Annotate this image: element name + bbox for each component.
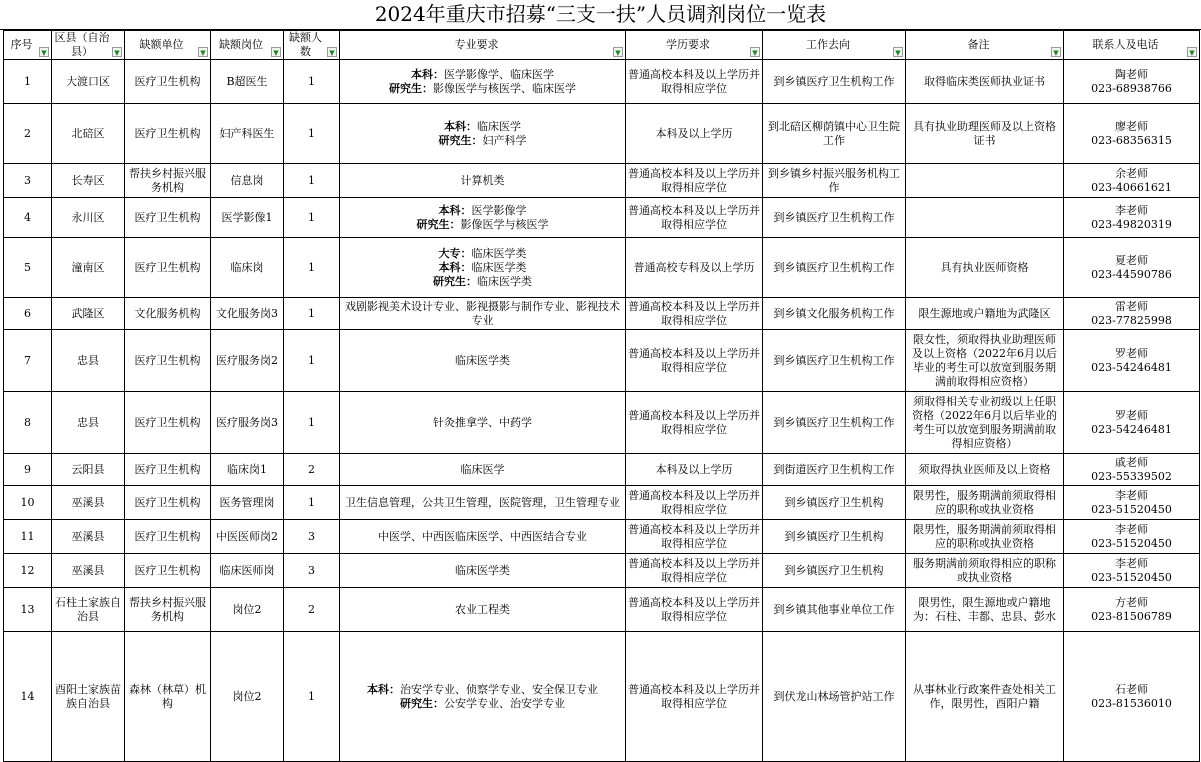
cell-no[interactable]: 8 — [4, 392, 52, 454]
cell-major[interactable] — [340, 238, 626, 298]
cell-county[interactable]: 忠县 — [52, 392, 125, 454]
cell-county[interactable]: 巫溪县 — [52, 486, 125, 520]
table-row — [4, 164, 1200, 198]
contact-name: 廖老师 — [1115, 119, 1148, 133]
contact-name: 李老师 — [1115, 203, 1148, 217]
cell-destination[interactable]: 到乡镇医疗卫生机构工作 — [763, 392, 906, 454]
cell-education[interactable]: 普通高校本科及以上学历并取得相应学位 — [626, 588, 763, 632]
cell-county[interactable]: 潼南区 — [52, 238, 125, 298]
cell-no[interactable]: 11 — [4, 520, 52, 554]
cell-post[interactable]: 临床岗1 — [211, 454, 284, 486]
cell-unit[interactable]: 帮扶乡村振兴服务机构 — [125, 164, 211, 198]
major-degree-label: 研究生： — [389, 81, 433, 95]
cell-remark[interactable] — [906, 198, 1064, 238]
cell-education[interactable]: 普通高校专科及以上学历 — [626, 238, 763, 298]
major-text: 针灸推拿学、中药学 — [433, 415, 532, 429]
cell-remark[interactable]: 限生源地或户籍地为武隆区 — [906, 298, 1064, 330]
cell-count[interactable]: 1 — [284, 330, 340, 392]
cell-unit[interactable]: 医疗卫生机构 — [125, 238, 211, 298]
cell-count[interactable]: 2 — [284, 454, 340, 486]
cell-major[interactable] — [340, 198, 626, 238]
major-line — [342, 174, 623, 188]
filter-dropdown-icon[interactable] — [112, 47, 122, 57]
filter-dropdown-icon[interactable] — [893, 47, 903, 57]
cell-education[interactable]: 普通高校本科及以上学历并取得相应学位 — [626, 198, 763, 238]
filter-dropdown-icon[interactable] — [1187, 47, 1197, 57]
major-text: 医学影像学、临床医学 — [444, 67, 554, 81]
sheet-title: 2024年重庆市招募“三支一扶”人员调剂岗位一览表 — [0, 0, 1201, 30]
cell-county[interactable]: 武隆区 — [52, 298, 125, 330]
major-text: 临床医学类 — [471, 260, 527, 274]
cell-contact[interactable] — [1064, 454, 1200, 486]
contact-phone: 023-77825998 — [1091, 313, 1172, 327]
contact-name: 雷老师 — [1115, 299, 1148, 313]
cell-contact[interactable] — [1064, 588, 1200, 632]
major-text: 公安学专业、治安学专业 — [444, 696, 565, 710]
contact-name: 石老师 — [1115, 682, 1148, 696]
cell-post[interactable]: 中医医师岗2 — [211, 520, 284, 554]
cell-post[interactable]: 岗位2 — [211, 588, 284, 632]
cell-major[interactable] — [340, 104, 626, 164]
cell-contact[interactable] — [1064, 60, 1200, 104]
cell-remark[interactable]: 服务期满前须取得相应的职称或执业资格 — [906, 554, 1064, 588]
contact-name: 夏老师 — [1115, 253, 1148, 267]
cell-count[interactable]: 2 — [284, 588, 340, 632]
cell-no[interactable]: 5 — [4, 238, 52, 298]
cell-unit[interactable]: 医疗卫生机构 — [125, 554, 211, 588]
cell-destination[interactable]: 到乡镇医疗卫生机构工作 — [763, 330, 906, 392]
major-line — [342, 275, 623, 289]
cell-remark[interactable] — [906, 164, 1064, 198]
major-degree-label: 本科： — [367, 682, 400, 696]
major-text: 临床医学类 — [455, 563, 510, 577]
cell-unit[interactable]: 医疗卫生机构 — [125, 454, 211, 486]
table-row — [4, 486, 1200, 520]
contact-phone: 023-68356315 — [1091, 133, 1172, 147]
header-cell-destination: 工作去向 ▼ — [763, 31, 906, 60]
cell-destination[interactable]: 到乡镇乡村振兴服务机构工作 — [763, 164, 906, 198]
cell-county[interactable]: 忠县 — [52, 330, 125, 392]
cell-unit[interactable]: 医疗卫生机构 — [125, 198, 211, 238]
cell-post[interactable]: B超医生 — [211, 60, 284, 104]
table-row — [4, 632, 1200, 762]
contact-phone: 023-81506789 — [1091, 609, 1172, 623]
major-text: 影像医学与核医学、临床医学 — [433, 81, 576, 95]
cell-county[interactable]: 长寿区 — [52, 164, 125, 198]
cell-destination[interactable]: 到乡镇医疗卫生机构 — [763, 520, 906, 554]
cell-education[interactable]: 普通高校本科及以上学历并取得相应学位 — [626, 392, 763, 454]
cell-remark[interactable]: 限男性，限生源地或户籍地为：石柱、丰都、忠县、彭水 — [906, 588, 1064, 632]
cell-county[interactable]: 巫溪县 — [52, 554, 125, 588]
cell-destination[interactable]: 到乡镇医疗卫生机构工作 — [763, 60, 906, 104]
major-line — [342, 82, 623, 96]
major-line — [342, 354, 623, 368]
posts-table — [3, 30, 1200, 762]
major-line — [342, 261, 623, 275]
filter-dropdown-icon[interactable] — [1051, 47, 1061, 57]
major-line — [342, 496, 623, 510]
cell-no[interactable]: 12 — [4, 554, 52, 588]
cell-unit[interactable]: 文化服务机构 — [125, 298, 211, 330]
cell-unit[interactable]: 医疗卫生机构 — [125, 486, 211, 520]
header-cell-county: 区县（自治县） ▼ — [52, 31, 125, 60]
table-row — [4, 60, 1200, 104]
cell-unit[interactable]: 森林（林草）机构 — [125, 632, 211, 762]
filter-dropdown-icon[interactable] — [39, 47, 49, 57]
header-cell-remark: 备注 ▼ — [906, 31, 1064, 60]
cell-destination[interactable]: 到街道医疗卫生机构工作 — [763, 454, 906, 486]
major-line — [342, 300, 623, 328]
table-row — [4, 330, 1200, 392]
cell-county[interactable]: 巫溪县 — [52, 520, 125, 554]
table-row — [4, 198, 1200, 238]
major-degree-label: 本科： — [438, 260, 472, 274]
cell-remark[interactable]: 限男性，服务期满前须取得相应的职称或执业资格 — [906, 486, 1064, 520]
cell-no[interactable]: 3 — [4, 164, 52, 198]
cell-contact[interactable] — [1064, 520, 1200, 554]
cell-education[interactable]: 本科及以上学历 — [626, 104, 763, 164]
cell-no[interactable]: 2 — [4, 104, 52, 164]
cell-remark[interactable]: 从事林业行政案件查处相关工作，限男性，酉阳户籍 — [906, 632, 1064, 762]
cell-county[interactable]: 北碚区 — [52, 104, 125, 164]
cell-count[interactable]: 1 — [284, 104, 340, 164]
cell-count[interactable]: 1 — [284, 238, 340, 298]
cell-major[interactable] — [340, 298, 626, 330]
major-line — [342, 463, 623, 477]
filter-dropdown-icon[interactable] — [613, 47, 623, 57]
header-cell-no: 序号 ▼ — [4, 31, 52, 60]
cell-major[interactable] — [340, 520, 626, 554]
contact-name: 方老师 — [1115, 595, 1148, 609]
cell-no[interactable]: 6 — [4, 298, 52, 330]
cell-major[interactable] — [340, 588, 626, 632]
header-cell-contact: 联系人及电话 ▼ — [1064, 31, 1200, 60]
contact-name: 罗老师 — [1115, 346, 1148, 360]
cell-no[interactable]: 13 — [4, 588, 52, 632]
contact-name: 罗老师 — [1115, 408, 1148, 422]
header-cell-count: 缺额人数 ▼ — [284, 31, 340, 60]
cell-no[interactable]: 14 — [4, 632, 52, 762]
cell-major[interactable] — [340, 554, 626, 588]
major-line — [342, 68, 623, 82]
table-row — [4, 454, 1200, 486]
cell-post[interactable]: 临床岗 — [211, 238, 284, 298]
major-degree-label: 本科： — [411, 67, 444, 81]
cell-education[interactable]: 普通高校本科及以上学历并取得相应学位 — [626, 164, 763, 198]
cell-contact[interactable] — [1064, 632, 1200, 762]
cell-count[interactable]: 3 — [284, 520, 340, 554]
contact-name: 李老师 — [1115, 556, 1148, 570]
major-line — [342, 204, 623, 218]
cell-contact[interactable] — [1064, 486, 1200, 520]
cell-county[interactable]: 酉阳土家族苗族自治县 — [52, 632, 125, 762]
table-row — [4, 588, 1200, 632]
filter-dropdown-icon[interactable] — [750, 47, 760, 57]
cell-unit[interactable]: 医疗卫生机构 — [125, 60, 211, 104]
major-line — [342, 697, 623, 711]
major-text: 卫生信息管理，公共卫生管理，医院管理，卫生管理专业 — [345, 495, 620, 509]
cell-education[interactable]: 普通高校本科及以上学历并取得相应学位 — [626, 298, 763, 330]
filter-dropdown-icon[interactable] — [198, 47, 208, 57]
major-text: 临床医学类 — [455, 353, 510, 367]
major-degree-label: 研究生： — [416, 217, 461, 231]
major-line — [342, 416, 623, 430]
contact-name: 李老师 — [1115, 522, 1148, 536]
major-text: 临床医学类 — [471, 246, 527, 260]
cell-post[interactable]: 妇产科医生 — [211, 104, 284, 164]
table-row — [4, 520, 1200, 554]
contact-phone: 023-40661621 — [1091, 180, 1172, 194]
contact-phone: 023-81536010 — [1091, 696, 1172, 710]
cell-contact[interactable] — [1064, 392, 1200, 454]
cell-major[interactable] — [340, 330, 626, 392]
cell-contact[interactable] — [1064, 198, 1200, 238]
contact-phone: 023-51520450 — [1091, 536, 1172, 550]
cell-count[interactable]: 3 — [284, 554, 340, 588]
cell-destination[interactable]: 到乡镇医疗卫生机构 — [763, 486, 906, 520]
cell-remark[interactable]: 须取得相关专业初级以上任职资格（2022年6月以后毕业的考生可以放宽到服务期满前取得相应资格） — [906, 392, 1064, 454]
major-line — [342, 603, 623, 617]
contact-name: 戚老师 — [1115, 455, 1148, 469]
header-row — [4, 31, 1200, 60]
cell-major[interactable] — [340, 454, 626, 486]
header-cell-education: 学历要求 ▼ — [626, 31, 763, 60]
major-degree-label: 研究生： — [438, 133, 483, 147]
cell-count[interactable]: 1 — [284, 198, 340, 238]
cell-contact[interactable] — [1064, 164, 1200, 198]
cell-destination[interactable]: 到北碚区柳荫镇中心卫生院工作 — [763, 104, 906, 164]
major-degree-label: 本科： — [444, 119, 477, 133]
cell-major[interactable] — [340, 60, 626, 104]
contact-name: 余老师 — [1115, 166, 1148, 180]
cell-county[interactable]: 云阳县 — [52, 454, 125, 486]
major-line — [342, 564, 623, 578]
cell-count[interactable]: 1 — [284, 60, 340, 104]
header-cell-major: 专业要求 ▼ — [340, 31, 626, 60]
filter-dropdown-icon[interactable] — [271, 47, 281, 57]
contact-phone: 023-54246481 — [1091, 360, 1172, 374]
cell-no[interactable]: 1 — [4, 60, 52, 104]
cell-major[interactable] — [340, 486, 626, 520]
cell-count[interactable]: 1 — [284, 298, 340, 330]
cell-post[interactable]: 岗位2 — [211, 632, 284, 762]
major-degree-label: 本科： — [438, 203, 472, 217]
cell-contact[interactable] — [1064, 238, 1200, 298]
cell-destination[interactable]: 到乡镇医疗卫生机构工作 — [763, 238, 906, 298]
major-line — [342, 247, 623, 261]
table-row — [4, 104, 1200, 164]
contact-phone: 023-51520450 — [1091, 570, 1172, 584]
major-degree-label: 研究生： — [400, 696, 444, 710]
cell-remark[interactable]: 具有执业助理医师及以上资格证书 — [906, 104, 1064, 164]
cell-remark[interactable]: 须取得执业医师及以上资格 — [906, 454, 1064, 486]
major-text: 影像医学与核医学 — [460, 217, 549, 231]
cell-major[interactable] — [340, 392, 626, 454]
major-text: 医学影像学 — [471, 203, 527, 217]
major-text: 农业工程类 — [455, 602, 510, 616]
cell-unit[interactable]: 帮扶乡村振兴服务机构 — [125, 588, 211, 632]
contact-phone: 023-68938766 — [1091, 81, 1172, 95]
cell-major[interactable] — [340, 632, 626, 762]
cell-unit[interactable]: 医疗卫生机构 — [125, 330, 211, 392]
cell-education[interactable]: 普通高校本科及以上学历并取得相应学位 — [626, 330, 763, 392]
cell-contact[interactable] — [1064, 298, 1200, 330]
cell-unit[interactable]: 医疗卫生机构 — [125, 520, 211, 554]
cell-no[interactable]: 7 — [4, 330, 52, 392]
cell-county[interactable]: 大渡口区 — [52, 60, 125, 104]
cell-county[interactable]: 石柱土家族自治县 — [52, 588, 125, 632]
header-cell-unit: 缺额单位 ▼ — [125, 31, 211, 60]
table-row — [4, 554, 1200, 588]
cell-destination[interactable]: 到乡镇医疗卫生机构工作 — [763, 198, 906, 238]
cell-post[interactable]: 信息岗 — [211, 164, 284, 198]
contact-phone: 023-51520450 — [1091, 502, 1172, 516]
major-text: 戏剧影视美术设计专业、影视摄影与制作专业、影视技术专业 — [345, 299, 620, 327]
cell-remark[interactable]: 限男性，服务期满前须取得相应的职称或执业资格 — [906, 520, 1064, 554]
cell-destination[interactable]: 到乡镇其他事业单位工作 — [763, 588, 906, 632]
major-line — [342, 120, 623, 134]
major-line — [342, 218, 623, 232]
header-cell-post: 缺额岗位 ▼ — [211, 31, 284, 60]
table-row — [4, 238, 1200, 298]
cell-post[interactable]: 医疗服务岗2 — [211, 330, 284, 392]
cell-remark[interactable]: 具有执业医师资格 — [906, 238, 1064, 298]
major-text: 妇产科学 — [482, 133, 527, 147]
major-line — [342, 134, 623, 148]
cell-post[interactable]: 医务管理岗 — [211, 486, 284, 520]
cell-post[interactable]: 文化服务岗3 — [211, 298, 284, 330]
cell-education[interactable]: 普通高校本科及以上学历并取得相应学位 — [626, 554, 763, 588]
cell-post[interactable]: 临床医师岗 — [211, 554, 284, 588]
cell-destination[interactable]: 到乡镇文化服务机构工作 — [763, 298, 906, 330]
cell-count[interactable]: 1 — [284, 632, 340, 762]
contact-phone: 023-55339502 — [1091, 469, 1172, 483]
cell-no[interactable]: 9 — [4, 454, 52, 486]
cell-no[interactable]: 4 — [4, 198, 52, 238]
major-text: 临床医学类 — [477, 274, 532, 288]
cell-contact[interactable] — [1064, 330, 1200, 392]
cell-unit[interactable]: 医疗卫生机构 — [125, 104, 211, 164]
contact-phone: 023-44590786 — [1091, 267, 1172, 281]
contact-name: 陶老师 — [1115, 67, 1148, 81]
contact-phone: 023-54246481 — [1091, 422, 1172, 436]
major-text: 治安学专业、侦察学专业、安全保卫专业 — [400, 682, 598, 696]
cell-count[interactable]: 1 — [284, 164, 340, 198]
cell-destination[interactable]: 到乡镇医疗卫生机构 — [763, 554, 906, 588]
major-text: 计算机类 — [460, 173, 505, 187]
cell-contact[interactable] — [1064, 554, 1200, 588]
cell-education[interactable]: 普通高校本科及以上学历并取得相应学位 — [626, 520, 763, 554]
table-row — [4, 392, 1200, 454]
contact-name: 李老师 — [1115, 488, 1148, 502]
cell-county[interactable]: 永川区 — [52, 198, 125, 238]
major-text: 中医学、中西医临床医学、中西医结合专业 — [378, 529, 587, 543]
major-line — [342, 530, 623, 544]
cell-post[interactable]: 医学影像1 — [211, 198, 284, 238]
cell-education[interactable]: 本科及以上学历 — [626, 454, 763, 486]
cell-count[interactable]: 1 — [284, 392, 340, 454]
cell-no[interactable]: 10 — [4, 486, 52, 520]
cell-education[interactable]: 普通高校本科及以上学历并取得相应学位 — [626, 60, 763, 104]
major-line — [342, 683, 623, 697]
cell-count[interactable]: 1 — [284, 486, 340, 520]
cell-remark[interactable]: 限女性，须取得执业助理医师及以上资格（2022年6月以后毕业的考生可以放宽到服务期满前取得相应资格） — [906, 330, 1064, 392]
table-row — [4, 298, 1200, 330]
cell-post[interactable]: 医疗服务岗3 — [211, 392, 284, 454]
cell-major[interactable] — [340, 164, 626, 198]
cell-destination[interactable]: 到伏龙山林场管护站工作 — [763, 632, 906, 762]
cell-contact[interactable] — [1064, 104, 1200, 164]
cell-unit[interactable]: 医疗卫生机构 — [125, 392, 211, 454]
cell-education[interactable]: 普通高校本科及以上学历并取得相应学位 — [626, 632, 763, 762]
contact-phone: 023-49820319 — [1091, 217, 1172, 231]
cell-education[interactable]: 普通高校本科及以上学历并取得相应学位 — [626, 486, 763, 520]
major-text: 临床医学 — [477, 119, 521, 133]
cell-remark[interactable]: 取得临床类医师执业证书 — [906, 60, 1064, 104]
filter-dropdown-icon[interactable] — [327, 47, 337, 57]
major-degree-label: 大专： — [438, 246, 472, 260]
major-text: 临床医学 — [460, 462, 505, 476]
major-degree-label: 研究生： — [433, 274, 477, 288]
